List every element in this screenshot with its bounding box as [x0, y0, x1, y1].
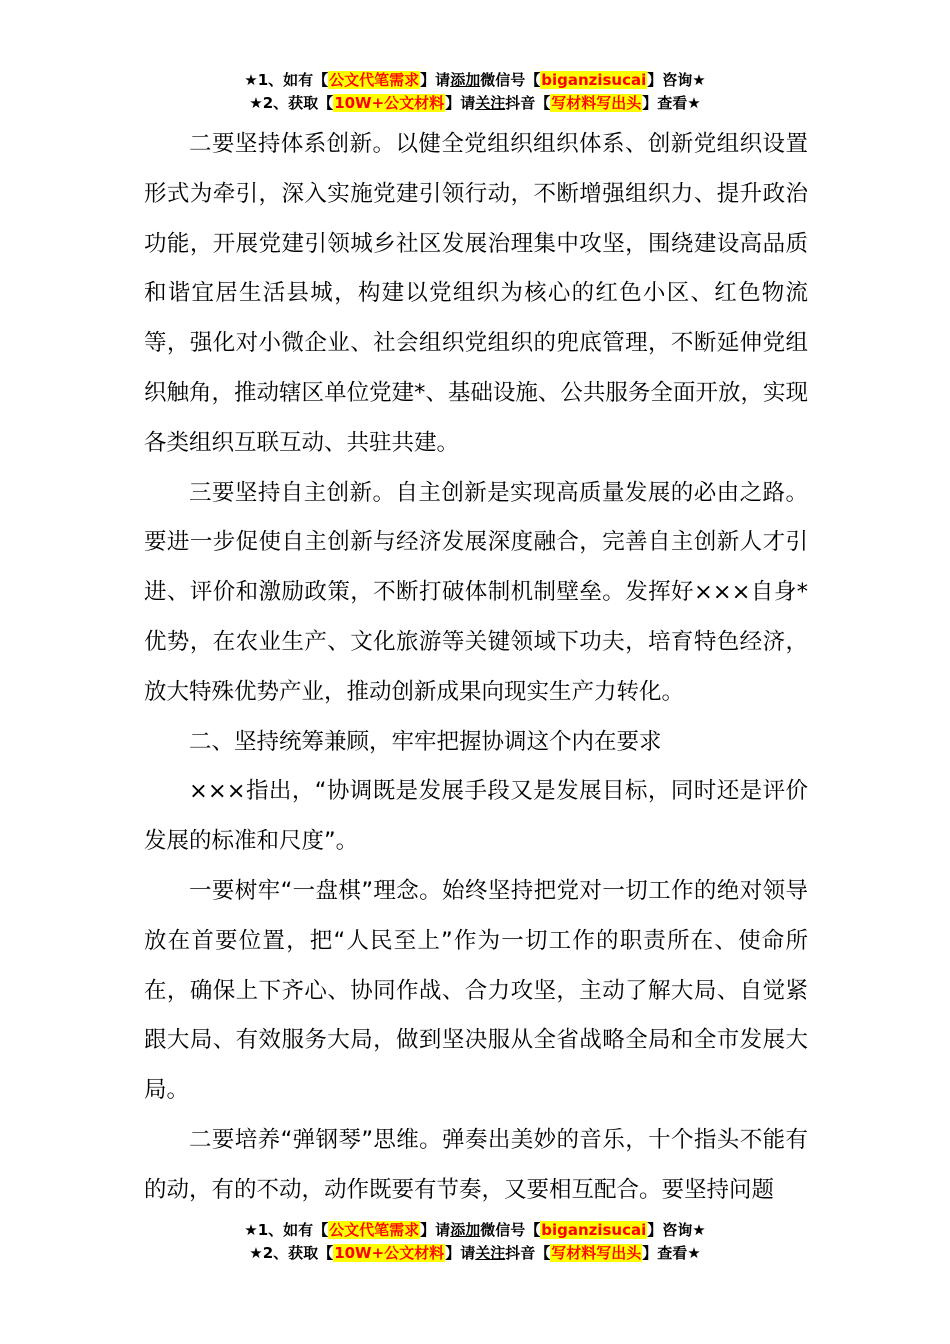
header-banner [0, 69, 950, 115]
highlight-douyin-account: 写材料写出头 [551, 1244, 642, 1262]
banner-text: ★2、获取【 [249, 1244, 334, 1262]
banner-text: 抖音【 [505, 1244, 551, 1262]
highlight-wechat-id: biganzisucai [541, 1221, 647, 1239]
highlight-service: 公文代笔需求 [329, 1221, 420, 1239]
banner-text: 】请 [420, 1221, 451, 1239]
banner-line-1 [0, 69, 950, 92]
banner-text: 】咨询★ [647, 71, 706, 89]
banner-underlined-text: 添加 [450, 71, 481, 89]
paragraph: 二要培养“弹钢琴”思维。弹奏出美妙的音乐，十个指头不能有的动，有的不动，动作既要有节奏，又要相互配合。要坚持问题 [144, 1126, 808, 1203]
banner-line-2 [0, 1242, 950, 1265]
banner-text: 】查看★ [642, 1244, 701, 1262]
highlight-materials: 10W+公文材料 [334, 1244, 445, 1262]
footer-banner [0, 1219, 950, 1265]
banner-line-2 [0, 92, 950, 115]
banner-text: 抖音【 [505, 94, 551, 112]
document-body [144, 120, 808, 1216]
banner-text: 微信号【 [480, 1221, 541, 1239]
banner-text: ★1、如有【 [244, 1221, 329, 1239]
paragraph: ×××指出，“协调既是发展手段又是发展目标，同时还是评价发展的标准和尺度”。 [144, 778, 808, 855]
banner-text: ★2、获取【 [249, 94, 334, 112]
paragraph: 二要坚持体系创新。以健全党组织组织体系、创新党组织设置形式为牵引，深入实施党建引领行动，不断增强组织力、提升政治功能，开展党建引领城乡社区发展治理集中攻坚，围绕建设高品质和谐宜居生活县城，构建以党组织为核心的红色小区、红色物流等，强化对小微企业、社会组织党组织的兜底管理，不断延伸党组织触角，推动辖区单位党建*、基础设施、公共服务全面开放，实现各类组织互联互动、共驻共建。 [144, 131, 808, 456]
banner-text: 微信号【 [480, 71, 541, 89]
banner-text: ★1、如有【 [244, 71, 329, 89]
section-heading: 二、坚持统筹兼顾，牢牢把握协调这个内在要求 [189, 728, 662, 755]
highlight-materials: 10W+公文材料 [334, 94, 445, 112]
banner-text: 】咨询★ [647, 1221, 706, 1239]
banner-text: 】请 [445, 1244, 476, 1262]
banner-underlined-text: 关注 [475, 94, 506, 112]
banner-underlined-text: 关注 [475, 1244, 506, 1262]
paragraph: 三要坚持自主创新。自主创新是实现高质量发展的必由之路。要进一步促使自主创新与经济发展深度融合，完善自主创新人才引进、评价和激励政策，不断打破体制机制壁垒。发挥好×××自身*优势，在农业生产、文化旅游等关键领域下功夫，培育特色经济，放大特殊优势产业，推动创新成果向现实生产力转化。 [144, 479, 808, 705]
highlight-wechat-id: biganzisucai [541, 71, 647, 89]
banner-line-1 [0, 1219, 950, 1242]
highlight-service: 公文代笔需求 [329, 71, 420, 89]
banner-text: 】查看★ [642, 94, 701, 112]
highlight-douyin-account: 写材料写出头 [551, 94, 642, 112]
banner-underlined-text: 添加 [450, 1221, 481, 1239]
banner-text: 】请 [420, 71, 451, 89]
banner-text: 】请 [445, 94, 476, 112]
paragraph: 一要树牢“一盘棋”理念。始终坚持把党对一切工作的绝对领导放在首要位置，把“人民至上”作为一切工作的职责所在、使命所在，确保上下齐心、协同作战、合力攻坚，主动了解大局、自觉紧跟大局、有效服务大局，做到坚决服从全省战略全局和全市发展大局。 [144, 877, 808, 1104]
